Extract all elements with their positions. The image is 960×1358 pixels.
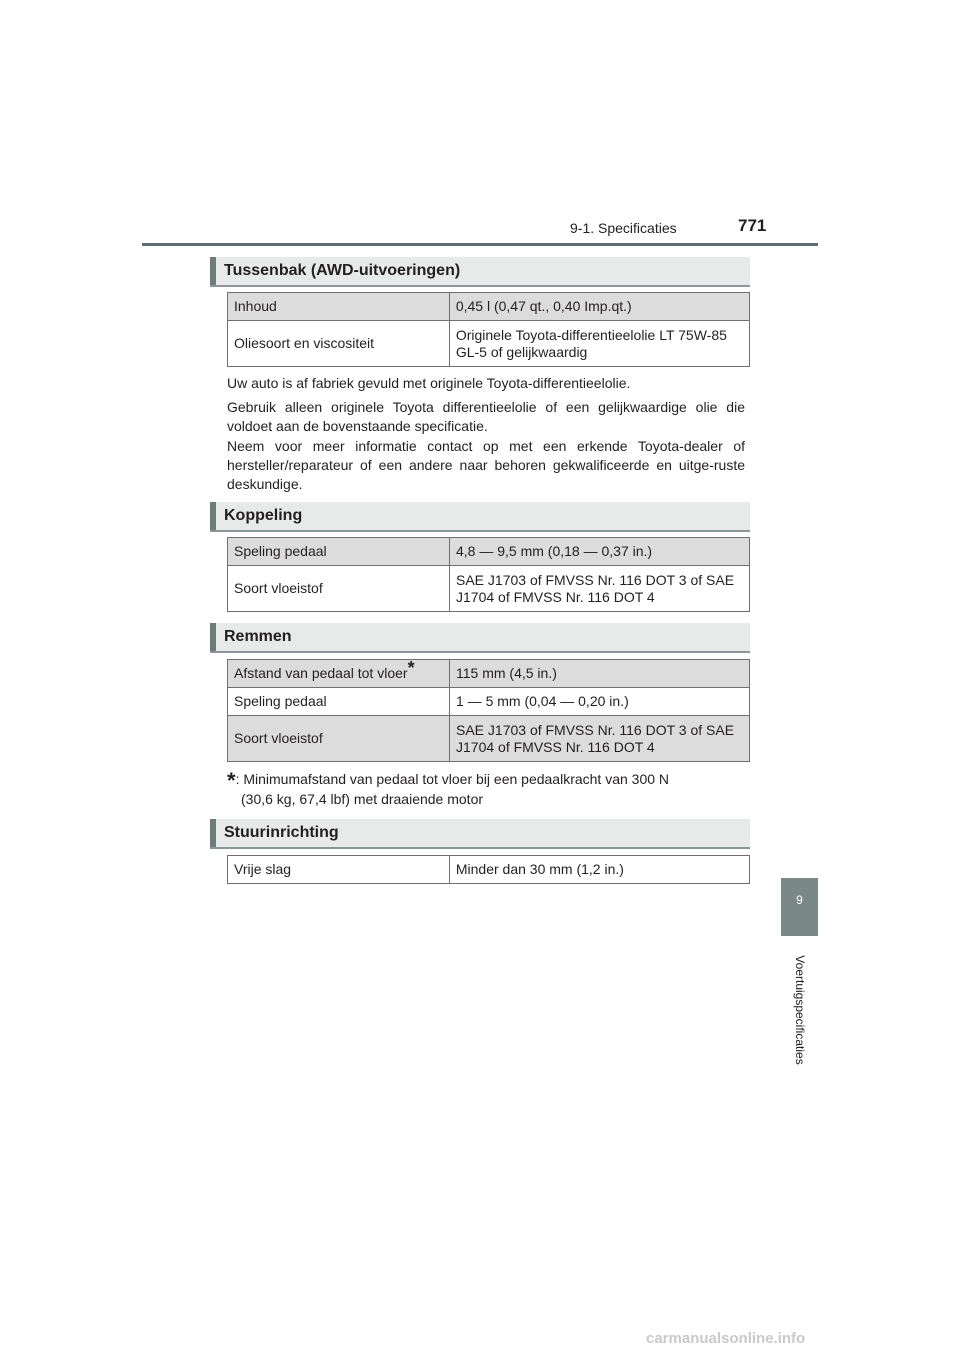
steering-spec-table — [227, 855, 750, 884]
spec-label: Vrije slag — [228, 856, 450, 884]
spec-value: SAE J1703 of FMVSS Nr. 116 DOT 3 of SAE J1704 of FMVSS Nr. 116 DOT 4 — [450, 716, 750, 762]
footnote-marker: * — [227, 768, 236, 793]
table-row — [228, 538, 750, 566]
spec-value: 4,8 — 9,5 mm (0,18 — 0,37 in.) — [450, 538, 750, 566]
spec-value: Originele Toyota-differentieelolie LT 75W-85 GL-5 of gelijkwaardig — [449, 321, 749, 367]
spec-label: Soort vloeistof — [228, 716, 450, 762]
chapter-number: 9 — [796, 893, 803, 907]
body-paragraph: Gebruik alleen originele Toyota differentieelolie of een gelijkwaardige olie die voldoet aan de bovenstaande specificatie. — [227, 399, 745, 434]
section-heading-text: Koppeling — [224, 507, 303, 524]
table-row — [228, 856, 750, 884]
table-row — [228, 660, 750, 688]
footnote-marker: * — [407, 658, 415, 678]
spec-label: Soort vloeistof — [228, 566, 450, 612]
spec-value: Minder dan 30 mm (1,2 in.) — [449, 856, 749, 884]
body-paragraph: Uw auto is af fabriek gevuld met originele Toyota-differentieelolie. — [227, 375, 631, 391]
table-row — [228, 321, 750, 367]
page-number: 771 — [738, 216, 767, 235]
spec-label: Speling pedaal — [228, 538, 450, 566]
spec-label: Inhoud — [228, 293, 450, 321]
table-row — [228, 688, 750, 716]
section-heading-text: Tussenbak (AWD-uitvoeringen) — [224, 262, 461, 279]
transfer-spec-table — [227, 292, 750, 367]
footnote-text: : Minimumafstand van pedaal tot vloer bij een pedaalkracht van 300 N — [235, 771, 670, 787]
clutch-spec-table — [227, 537, 750, 612]
footnote — [227, 770, 747, 809]
body-paragraph: Neem voor meer informatie contact op met een erkende Toyota-dealer of hersteller/reparateur of een andere naar behoren gekwalificeerde en uitge-ruste deskundige. — [227, 438, 745, 492]
section-title: 9-1. Specificaties — [570, 220, 677, 236]
section-heading-text: Remmen — [224, 628, 292, 645]
chapter-tab[interactable] — [781, 878, 818, 936]
section-heading-steering — [210, 819, 750, 849]
spec-value: 115 mm (4,5 in.) — [450, 660, 750, 688]
table-row — [228, 566, 750, 612]
table-row — [228, 293, 750, 321]
table-row — [228, 716, 750, 762]
spec-label: Speling pedaal — [228, 688, 450, 716]
section-heading-text: Stuurinrichting — [224, 824, 339, 841]
spec-label: Oliesoort en viscositeit — [228, 321, 450, 367]
section-heading-transfer — [210, 257, 750, 287]
spec-value: SAE J1703 of FMVSS Nr. 116 DOT 3 of SAE J1704 of FMVSS Nr. 116 DOT 4 — [450, 566, 750, 612]
chapter-label: Voertuigspecificaties — [793, 955, 807, 1065]
spec-value: 0,45 l (0,47 qt., 0,40 Imp.qt.) — [449, 293, 749, 321]
spec-value: 1 — 5 mm (0,04 — 0,20 in.) — [450, 688, 750, 716]
header-divider — [142, 243, 818, 246]
section-heading-brakes — [210, 623, 750, 653]
footnote-text-continued: (30,6 kg, 67,4 lbf) met draaiende motor — [241, 791, 484, 807]
watermark: carmanualsonline.info — [646, 1330, 806, 1347]
spec-label: Afstand van pedaal tot vloer* — [228, 660, 450, 688]
section-heading-clutch — [210, 502, 750, 532]
brakes-spec-table — [227, 659, 750, 762]
